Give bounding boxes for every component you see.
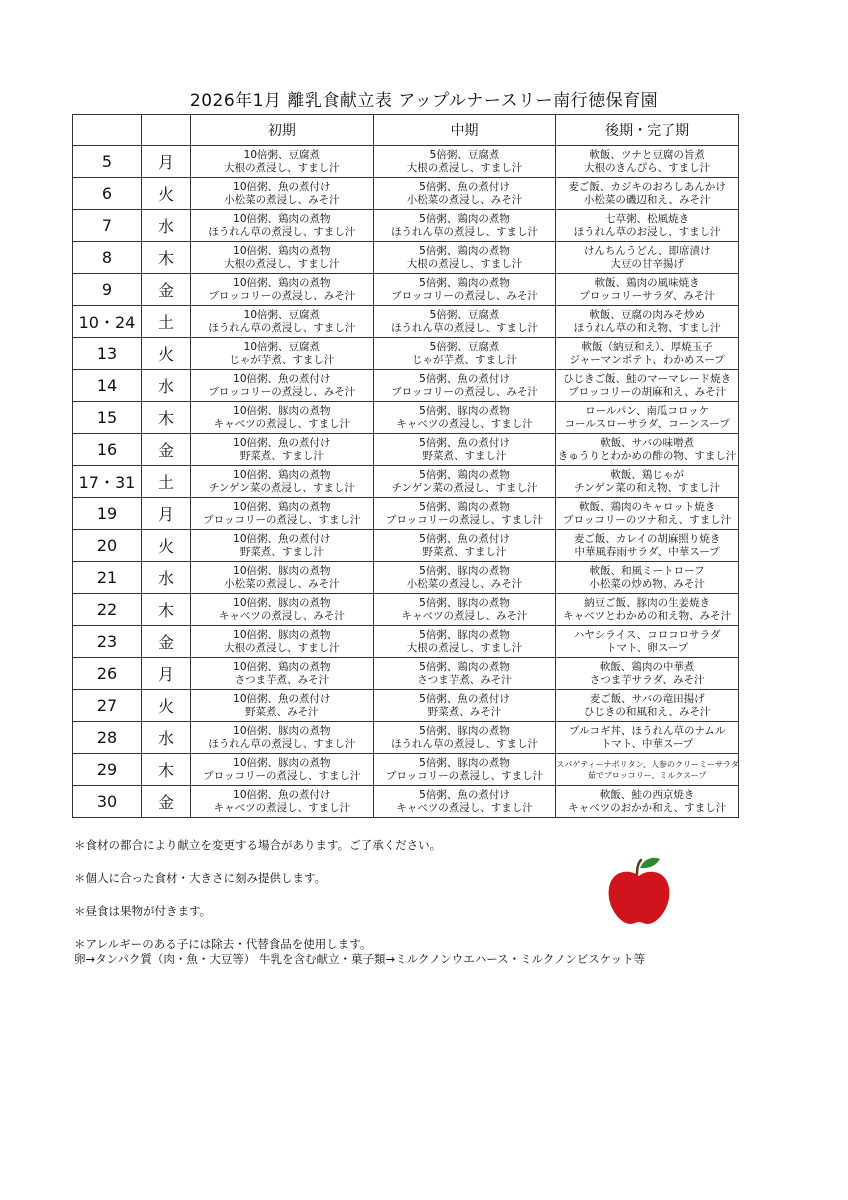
table-row xyxy=(73,498,739,530)
menu-line: 5倍粥、豚肉の煮物 xyxy=(419,724,510,737)
table-row xyxy=(73,722,739,754)
cell-early xyxy=(191,210,374,242)
table-row xyxy=(73,786,739,818)
cell-day-of-week: 水 xyxy=(142,562,191,594)
table-row xyxy=(73,210,739,242)
cell-middle xyxy=(373,594,556,626)
table-row xyxy=(73,402,739,434)
cell-early xyxy=(191,530,374,562)
menu-line: 5倍粥、魚の煮付け xyxy=(419,372,510,385)
menu-line: トマト、中華スープ xyxy=(600,737,694,750)
menu-line: 10倍粥、鶏肉の煮物 xyxy=(233,212,331,225)
menu-line: 野菜煮、みそ汁 xyxy=(245,705,319,718)
menu-line: ブロッコリーの煮浸し、みそ汁 xyxy=(391,385,538,398)
apple-body xyxy=(609,872,670,924)
menu-line: 大根の煮浸し、すまし汁 xyxy=(224,257,340,270)
cell-date: 8 xyxy=(73,242,142,274)
menu-line: ほうれん草の煮浸し、すまし汁 xyxy=(390,737,538,750)
menu-line: 10倍粥、豚肉の煮物 xyxy=(233,756,331,769)
menu-line: 麦ご飯、カレイの胡麻照り焼き xyxy=(573,532,721,545)
cell-date: 29 xyxy=(73,754,142,786)
cell-late xyxy=(556,690,739,722)
cell-early xyxy=(191,658,374,690)
cell-date: 19 xyxy=(73,498,142,530)
menu-line: 大根の煮浸し、すまし汁 xyxy=(224,641,340,654)
note-individual: ＊個人に合った食材・大きさに刻み提供します。 xyxy=(74,871,327,885)
menu-line: ロールパン、南瓜コロッケ xyxy=(585,404,710,417)
menu-line: 野菜煮、みそ汁 xyxy=(427,705,502,718)
cell-late xyxy=(556,658,739,690)
cell-date: 21 xyxy=(73,562,142,594)
cell-late xyxy=(556,306,739,338)
menu-line: キャベツの煮浸し、みそ汁 xyxy=(218,609,345,622)
menu-line: ひじきご飯、鮭のマーマレード焼き xyxy=(563,372,732,385)
cell-late xyxy=(556,722,739,754)
cell-late xyxy=(556,466,739,498)
menu-line: 10倍粥、鶏肉の煮物 xyxy=(233,468,331,481)
menu-line: 5倍粥、魚の煮付け xyxy=(419,532,510,545)
cell-day-of-week: 土 xyxy=(142,466,191,498)
menu-line: チンゲン菜の煮浸し、すまし汁 xyxy=(391,481,538,494)
cell-early xyxy=(191,178,374,210)
menu-line: 小松菜の煮浸し、みそ汁 xyxy=(406,193,523,206)
menu-line: ブロッコリーの煮浸し、みそ汁 xyxy=(391,289,538,302)
menu-line: ハヤシライス、コロコロサラダ xyxy=(573,628,721,641)
cell-middle xyxy=(373,658,556,690)
cell-middle xyxy=(373,434,556,466)
table-row xyxy=(73,242,739,274)
cell-late xyxy=(556,242,739,274)
table-row xyxy=(73,658,739,690)
menu-line: 10倍粥、鶏肉の煮物 xyxy=(233,660,331,673)
menu-line: 10倍粥、魚の煮付け xyxy=(233,692,331,705)
cell-day-of-week: 火 xyxy=(142,530,191,562)
cell-middle xyxy=(373,338,556,370)
menu-line: プルコギ丼、ほうれん草のナムル xyxy=(568,724,726,737)
menu-line: 10倍粥、魚の煮付け xyxy=(233,788,331,801)
menu-line: 5倍粥、豆腐煮 xyxy=(429,148,500,161)
cell-day-of-week: 木 xyxy=(142,594,191,626)
menu-line: 10倍粥、豚肉の煮物 xyxy=(233,404,331,417)
menu-line: 大根の煮浸し、すまし汁 xyxy=(406,257,523,270)
cell-early xyxy=(191,562,374,594)
menu-line: 10倍粥、魚の煮付け xyxy=(233,180,331,193)
cell-early xyxy=(191,338,374,370)
menu-line: 5倍粥、豚肉の煮物 xyxy=(419,628,510,641)
cell-middle xyxy=(373,754,556,786)
menu-line: ブロッコリーの煮浸し、すまし汁 xyxy=(385,513,544,526)
menu-line: ほうれん草の煮浸し、すまし汁 xyxy=(208,225,356,238)
menu-line: キャベツの煮浸し、すまし汁 xyxy=(213,801,351,814)
menu-line: 10倍粥、豆腐煮 xyxy=(243,148,321,161)
menu-line: ブロッコリーの煮浸し、すまし汁 xyxy=(385,769,544,782)
menu-line: 5倍粥、鶏肉の煮物 xyxy=(419,468,510,481)
menu-line: ほうれん草の和え物、すまし汁 xyxy=(573,321,721,334)
menu-line: キャベツの煮浸し、すまし汁 xyxy=(396,801,533,814)
menu-line: 小松菜の煮浸し、みそ汁 xyxy=(224,193,340,206)
notes xyxy=(74,838,645,967)
menu-line: 5倍粥、鶏肉の煮物 xyxy=(419,500,510,513)
cell-date: 26 xyxy=(73,658,142,690)
cell-day-of-week: 土 xyxy=(142,306,191,338)
table-row xyxy=(73,562,739,594)
cell-middle xyxy=(373,274,556,306)
header-date xyxy=(73,115,142,146)
menu-line: 軟飯、鶏じゃが xyxy=(610,468,684,481)
menu-line: 10倍粥、豆腐煮 xyxy=(243,340,321,353)
menu-line: 軟飯、豆腐の肉みそ炒め xyxy=(589,308,705,321)
menu-line: 5倍粥、豚肉の煮物 xyxy=(419,404,510,417)
menu-line: 大豆の甘辛揚げ xyxy=(610,257,684,270)
menu-line: 茹でブロッコリー、ミルクスープ xyxy=(587,770,707,780)
cell-late xyxy=(556,562,739,594)
cell-day-of-week: 金 xyxy=(142,626,191,658)
cell-middle xyxy=(373,242,556,274)
cell-early xyxy=(191,402,374,434)
cell-middle xyxy=(373,210,556,242)
menu-line: 5倍粥、鶏肉の煮物 xyxy=(419,244,510,257)
cell-date: 27 xyxy=(73,690,142,722)
menu-line: キャベツとわかめの和え物、みそ汁 xyxy=(563,609,732,622)
cell-late xyxy=(556,274,739,306)
cell-late xyxy=(556,146,739,178)
menu-line: ブロッコリーの煮浸し、みそ汁 xyxy=(208,385,356,398)
menu-line: ブロッコリーの煮浸し、すまし汁 xyxy=(203,513,361,526)
menu-line: ブロッコリーの胡麻和え、みそ汁 xyxy=(568,385,727,398)
cell-middle xyxy=(373,562,556,594)
menu-line: 軟飯（納豆和え）、厚焼玉子 xyxy=(581,340,713,353)
menu-line: 5倍粥、魚の煮付け xyxy=(419,436,510,449)
cell-date: 15 xyxy=(73,402,142,434)
cell-day-of-week: 水 xyxy=(142,722,191,754)
cell-date: 23 xyxy=(73,626,142,658)
menu-line: キャベツの煮浸し、すまし汁 xyxy=(213,417,351,430)
apple-stem xyxy=(637,860,641,874)
page-title: 2026年1月 離乳食献立表 アップルナースリー南行徳保育園 xyxy=(189,91,659,111)
menu-line: キャベツの煮浸し、みそ汁 xyxy=(401,609,528,622)
menu-line: コールスローサラダ、コーンスープ xyxy=(564,417,730,430)
cell-late xyxy=(556,594,739,626)
menu-line: 5倍粥、鶏肉の煮物 xyxy=(419,276,510,289)
cell-date: 28 xyxy=(73,722,142,754)
cell-date: 22 xyxy=(73,594,142,626)
cell-early xyxy=(191,146,374,178)
cell-late xyxy=(556,338,739,370)
cell-middle xyxy=(373,690,556,722)
cell-late xyxy=(556,498,739,530)
menu-line: 5倍粥、豚肉の煮物 xyxy=(419,596,510,609)
menu-line: 野菜煮、すまし汁 xyxy=(239,449,324,462)
menu-line: じゃが芋煮、すまし汁 xyxy=(411,353,517,366)
cell-early xyxy=(191,370,374,402)
cell-early xyxy=(191,466,374,498)
menu-line: 10倍粥、鶏肉の煮物 xyxy=(233,244,331,257)
header-late: 後期・完了期 xyxy=(556,115,739,146)
menu-line: 小松菜の炒め物、みそ汁 xyxy=(589,577,705,590)
cell-middle xyxy=(373,402,556,434)
menu-line: ブロッコリーサラダ、みそ汁 xyxy=(579,289,715,302)
header-row xyxy=(73,115,739,146)
menu-line: 野菜煮、すまし汁 xyxy=(422,449,507,462)
cell-day-of-week: 火 xyxy=(142,690,191,722)
menu-line: 5倍粥、豆腐煮 xyxy=(429,308,500,321)
table-row xyxy=(73,626,739,658)
table-row xyxy=(73,434,739,466)
menu-line: ほうれん草の煮浸し、すまし汁 xyxy=(390,321,538,334)
cell-early xyxy=(191,754,374,786)
menu-line: 10倍粥、豚肉の煮物 xyxy=(233,628,331,641)
cell-middle xyxy=(373,626,556,658)
cell-middle xyxy=(373,530,556,562)
menu-line: ほうれん草の煮浸し、すまし汁 xyxy=(390,225,538,238)
cell-date: 20 xyxy=(73,530,142,562)
cell-day-of-week: 火 xyxy=(142,338,191,370)
cell-day-of-week: 月 xyxy=(142,146,191,178)
menu-line: ブロッコリーの煮浸し、すまし汁 xyxy=(203,769,361,782)
menu-line: 10倍粥、豆腐煮 xyxy=(243,308,321,321)
menu-line: 10倍粥、魚の煮付け xyxy=(233,532,331,545)
cell-late xyxy=(556,210,739,242)
menu-line: 軟飯、サバの味噌煮 xyxy=(600,436,695,449)
menu-line: 10倍粥、鶏肉の煮物 xyxy=(233,276,331,289)
menu-line: 10倍粥、豚肉の煮物 xyxy=(233,724,331,737)
table-row xyxy=(73,178,739,210)
cell-date: 7 xyxy=(73,210,142,242)
menu-line: 5倍粥、豚肉の煮物 xyxy=(419,756,510,769)
table-row xyxy=(73,690,739,722)
menu-line: 軟飯、和風ミートローフ xyxy=(589,564,705,577)
cell-day-of-week: 木 xyxy=(142,402,191,434)
cell-day-of-week: 月 xyxy=(142,498,191,530)
cell-date: 9 xyxy=(73,274,142,306)
menu-line: 大根の煮浸し、すまし汁 xyxy=(406,641,523,654)
cell-middle xyxy=(373,466,556,498)
apple-leaf xyxy=(640,858,660,868)
cell-day-of-week: 金 xyxy=(142,274,191,306)
menu-line: 5倍粥、鶏肉の煮物 xyxy=(419,212,510,225)
menu-line: 軟飯、鶏肉の中華煮 xyxy=(599,660,695,673)
cell-early xyxy=(191,498,374,530)
cell-early xyxy=(191,594,374,626)
note-allergy: ＊アレルギーのある子には除去・代替食品を使用します。 xyxy=(74,937,372,951)
cell-late xyxy=(556,402,739,434)
menu-line: 5倍粥、魚の煮付け xyxy=(419,788,510,801)
menu-line: 軟飯、鶏肉の風味焼き xyxy=(594,276,700,289)
cell-date: 17・31 xyxy=(73,466,142,498)
apple-icon xyxy=(606,856,672,926)
menu-line: 5倍粥、魚の煮付け xyxy=(419,180,510,193)
menu-line: 5倍粥、魚の煮付け xyxy=(419,692,510,705)
menu-line: じゃが芋煮、すまし汁 xyxy=(229,353,335,366)
cell-date: 30 xyxy=(73,786,142,818)
table-row xyxy=(73,466,739,498)
menu-line: 軟飯、鶏肉のキャロット焼き xyxy=(579,500,716,513)
menu-line: 小松菜の磯辺和え、みそ汁 xyxy=(583,193,711,206)
menu-line: さつま芋サラダ、みそ汁 xyxy=(589,673,705,686)
cell-early xyxy=(191,690,374,722)
cell-early xyxy=(191,626,374,658)
cell-early xyxy=(191,242,374,274)
menu-line: けんちんうどん、即席漬け xyxy=(583,244,711,257)
note-menu-change: ＊食材の都合により献立を変更する場合があります。ご了承ください。 xyxy=(74,838,442,852)
header-early: 初期 xyxy=(191,115,374,146)
menu-line: 七草粥、松風焼き xyxy=(605,212,690,225)
cell-early xyxy=(191,274,374,306)
cell-middle xyxy=(373,370,556,402)
menu-line: トマト、卵スープ xyxy=(606,641,689,654)
menu-line: ほうれん草のお浸し、すまし汁 xyxy=(573,225,721,238)
cell-day-of-week: 月 xyxy=(142,658,191,690)
cell-middle xyxy=(373,722,556,754)
table-row xyxy=(73,370,739,402)
menu-line: 野菜煮、すまし汁 xyxy=(422,545,507,558)
cell-date: 16 xyxy=(73,434,142,466)
menu-line: ほうれん草の煮浸し、すまし汁 xyxy=(208,737,356,750)
cell-late xyxy=(556,786,739,818)
cell-late xyxy=(556,754,739,786)
cell-late xyxy=(556,434,739,466)
cell-late xyxy=(556,370,739,402)
table-row xyxy=(73,274,739,306)
menu-line: 納豆ご飯、豚肉の生姜焼き xyxy=(584,596,711,609)
menu-line: 中華風春雨サラダ、中華スープ xyxy=(574,545,720,558)
cell-day-of-week: 金 xyxy=(142,434,191,466)
menu-line: ブロッコリーのツナ和え、すまし汁 xyxy=(563,513,732,526)
menu-line: チンゲン菜の煮浸し、すまし汁 xyxy=(208,481,355,494)
table-row xyxy=(73,754,739,786)
menu-line: 10倍粥、鶏肉の煮物 xyxy=(233,500,331,513)
cell-late xyxy=(556,178,739,210)
menu-line: 10倍粥、豚肉の煮物 xyxy=(233,596,331,609)
note-substitutes: 卵→タンパク質（肉・魚・大豆等） 牛乳を含む献立・菓子類→ミルクノンウエハース・ミルクノンビスケット等 xyxy=(74,952,646,966)
menu-line: ジャーマンポテト、わかめスープ xyxy=(569,353,725,366)
cell-day-of-week: 水 xyxy=(142,210,191,242)
menu-line: 麦ご飯、カジキのおろしあんかけ xyxy=(568,180,726,193)
menu-line: 大根の煮浸し、すまし汁 xyxy=(406,161,523,174)
cell-middle xyxy=(373,786,556,818)
menu-line: 5倍粥、鶏肉の煮物 xyxy=(419,660,510,673)
cell-early xyxy=(191,434,374,466)
menu-line: ブロッコリーの煮浸し、みそ汁 xyxy=(208,289,356,302)
table-row xyxy=(73,594,739,626)
menu-line: 軟飯、ツナと豆腐の旨煮 xyxy=(589,148,705,161)
cell-date: 14 xyxy=(73,370,142,402)
cell-date: 5 xyxy=(73,146,142,178)
cell-middle xyxy=(373,146,556,178)
cell-day-of-week: 木 xyxy=(142,242,191,274)
menu-line: ほうれん草の煮浸し、すまし汁 xyxy=(208,321,356,334)
header-dow xyxy=(142,115,191,146)
menu-line: 10倍粥、豚肉の煮物 xyxy=(233,564,331,577)
menu-line: ひじきの和風和え、みそ汁 xyxy=(583,705,711,718)
table-row xyxy=(73,338,739,370)
menu-line: 5倍粥、豆腐煮 xyxy=(429,340,500,353)
menu-line: 小松菜の煮浸し、みそ汁 xyxy=(406,577,523,590)
cell-early xyxy=(191,306,374,338)
cell-date: 6 xyxy=(73,178,142,210)
menu-line: チンゲン菜の和え物、すまし汁 xyxy=(574,481,721,494)
menu-body xyxy=(73,146,739,818)
menu-line: 大根の煮浸し、すまし汁 xyxy=(224,161,340,174)
menu-line: 10倍粥、魚の煮付け xyxy=(233,372,331,385)
menu-line: 野菜煮、すまし汁 xyxy=(239,545,324,558)
menu-line: 5倍粥、豚肉の煮物 xyxy=(419,564,510,577)
menu-line: さつま芋煮、みそ汁 xyxy=(417,673,512,686)
menu-line: 小松菜の煮浸し、みそ汁 xyxy=(224,577,340,590)
cell-day-of-week: 火 xyxy=(142,178,191,210)
cell-day-of-week: 水 xyxy=(142,370,191,402)
menu-line: 軟飯、鮭の西京焼き xyxy=(599,788,695,801)
menu-line: キャベツのおかか和え、すまし汁 xyxy=(568,801,727,814)
menu-line: 麦ご飯、サバの竜田揚げ xyxy=(589,692,705,705)
cell-middle xyxy=(373,306,556,338)
cell-early xyxy=(191,722,374,754)
menu-line: キャベツの煮浸し、すまし汁 xyxy=(396,417,533,430)
menu-line: 大根のきんぴら、すまし汁 xyxy=(584,161,711,174)
cell-middle xyxy=(373,178,556,210)
note-fruit: ＊昼食は果物が付きます。 xyxy=(74,904,212,918)
cell-day-of-week: 金 xyxy=(142,786,191,818)
menu-line: さつま芋煮、みそ汁 xyxy=(234,673,330,686)
cell-date: 13 xyxy=(73,338,142,370)
cell-early xyxy=(191,786,374,818)
table-row xyxy=(73,530,739,562)
table-row xyxy=(73,146,739,178)
cell-late xyxy=(556,626,739,658)
cell-late xyxy=(556,530,739,562)
cell-middle xyxy=(373,498,556,530)
cell-date: 10・24 xyxy=(73,306,142,338)
menu-table xyxy=(72,114,739,818)
cell-day-of-week: 木 xyxy=(142,754,191,786)
menu-line: スパゲティーナポリタン、人参のクリーミーサラダ xyxy=(556,759,739,769)
table-row xyxy=(73,306,739,338)
menu-line: 10倍粥、魚の煮付け xyxy=(233,436,331,449)
menu-line: きゅうりとわかめの酢の物、すまし汁 xyxy=(557,449,737,462)
header-middle: 中期 xyxy=(373,115,556,146)
